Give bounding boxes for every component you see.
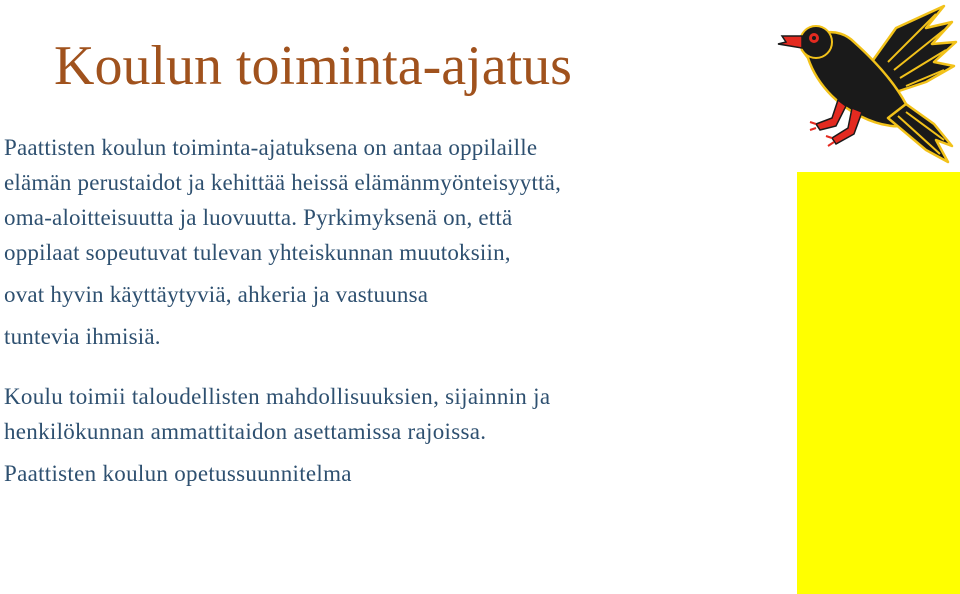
yellow-side-panel [797, 172, 960, 594]
paragraph-line: henkilökunnan ammattitaidon asettamissa rajoissa. [4, 419, 487, 444]
bird-leg [816, 100, 846, 130]
slide-title: Koulun toiminta-ajatus [54, 35, 572, 97]
bird-beak [778, 36, 802, 48]
intro-paragraph [4, 130, 764, 354]
paragraph-line: oppilaat sopeutuvat tulevan yhteiskunnan muutoksiin, [4, 240, 511, 265]
paragraph-line: tuntevia ihmisiä. [4, 324, 161, 349]
bird-pupil [812, 36, 816, 40]
curriculum-reference: Paattisten koulun opetussuunnitelma [4, 461, 352, 486]
bird-tail [888, 104, 952, 162]
paragraph-line: Paattisten koulun toiminta-ajatuksena on antaa oppilaille [4, 135, 538, 160]
paragraph-line: elämän perustaidot ja kehittää heissä elämänmyönteisyyttä, [4, 170, 562, 195]
paragraph-line: Koulu toimii taloudellisten mahdollisuuksien, sijainnin ja [4, 384, 551, 409]
paragraph-line: oma-aloitteisuutta ja luovuutta. Pyrkimyksenä on, että [4, 205, 513, 230]
paragraph-line: ovat hyvin käyttäytyviä, ahkeria ja vastuunsa [4, 282, 429, 307]
black-bird-crest-icon [776, 0, 960, 170]
constraints-paragraph [4, 379, 764, 449]
